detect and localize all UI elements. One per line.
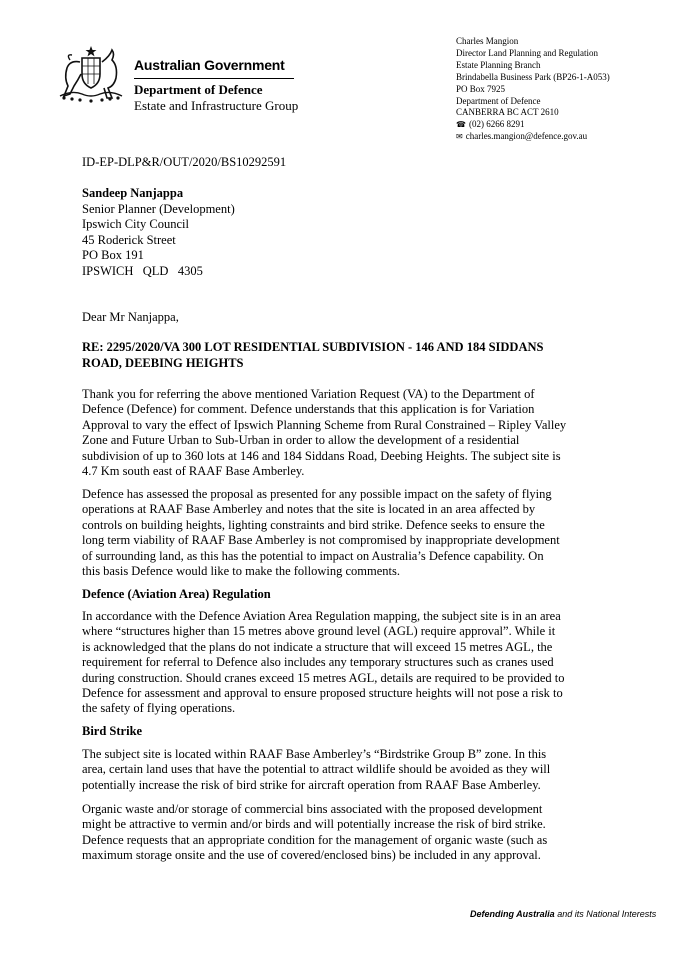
paragraph-line: controls on building heights, lighting constraints and bird strike. Defence seeks to ensure the bbox=[82, 517, 545, 532]
paragraph-line: area, certain land uses that have the potential to attract wildlife should be avoided as they will bbox=[82, 762, 551, 777]
subject-line bbox=[82, 340, 607, 371]
envelope-icon: ✉ bbox=[456, 132, 463, 142]
paragraph-2 bbox=[82, 487, 618, 579]
coat-of-arms-logo bbox=[52, 44, 130, 106]
paragraph-line: potentially increase the risk of bird strike for aircraft operation from RAAF Base Amberley. bbox=[82, 777, 541, 792]
paragraph-line: maximum storage onsite and the use of covered/enclosed bins) be included in any approval. bbox=[82, 848, 541, 863]
sender-phone-line bbox=[456, 119, 610, 131]
sender-building: Brindabella Business Park (BP26-1-A053) bbox=[456, 71, 610, 82]
salutation: Dear Mr Nanjappa, bbox=[82, 310, 179, 324]
paragraph-1 bbox=[82, 387, 618, 479]
subject-line-2: ROAD, DEEBING HEIGHTS bbox=[82, 355, 244, 370]
footer-tagline bbox=[470, 909, 656, 919]
paragraph-line: 4.7 Km south east of RAAF Base Amberley. bbox=[82, 464, 305, 479]
letterhead-divider bbox=[134, 78, 294, 79]
coat-of-arms-icon bbox=[52, 44, 130, 106]
paragraph-line: Defence for assessment and approval to ensure proposed structure heights will not pose a risk to bbox=[82, 686, 563, 701]
sender-name: Charles Mangion bbox=[456, 36, 519, 46]
paragraph-5 bbox=[82, 802, 618, 864]
sender-title: Director Land Planning and Regulation bbox=[456, 47, 598, 58]
footer-rest: and its National Interests bbox=[554, 909, 657, 919]
sender-po-box: PO Box 7925 bbox=[456, 83, 506, 94]
paragraph-line: Defence (Defence) for comment. Defence understands that this application is for Variation bbox=[82, 402, 535, 417]
sender-city: CANBERRA BC ACT 2610 bbox=[456, 107, 559, 118]
paragraph-line: The subject site is located within RAAF Base Amberley’s “Birdstrike Group B” zone. In this bbox=[82, 747, 547, 761]
paragraph-line: Zone and Future Urban to Sub-Urban in order to allow the development of a residential bbox=[82, 433, 520, 448]
paragraph-line: requirement for referral to Defence also includes any temporary structures such as cranes used bbox=[82, 655, 554, 670]
paragraph-3 bbox=[82, 609, 618, 717]
paragraph-line: might be attractive to vermin and/or birds and will potentially increase the risk of bird strike. bbox=[82, 817, 546, 832]
sender-block bbox=[456, 36, 610, 143]
telephone-icon: ☎ bbox=[456, 120, 466, 130]
sender-email[interactable]: charles.mangion@defence.gov.au bbox=[465, 131, 588, 142]
reference-number: ID-EP-DLP&R/OUT/2020/BS10292591 bbox=[82, 155, 287, 169]
paragraph-line: Organic waste and/or storage of commercial bins associated with the proposed development bbox=[82, 802, 543, 816]
paragraph-line: this basis Defence would like to make the following comments. bbox=[82, 564, 400, 579]
paragraph-line: of surrounding land, as this has the potential to impact on Australia’s Defence capability. On bbox=[82, 548, 544, 563]
sender-phone: (02) 6266 8291 bbox=[468, 119, 525, 130]
recipient-city: IPSWICH QLD 4305 bbox=[82, 263, 203, 278]
footer-bold: Defending Australia bbox=[470, 909, 555, 919]
paragraph-4 bbox=[82, 747, 618, 793]
paragraph-line: Defence requests that an appropriate condition for the management of organic waste (such as bbox=[82, 832, 548, 847]
department-name: Department of Defence bbox=[134, 82, 263, 97]
paragraph-line: Thank you for referring the above mentioned Variation Request (VA) to the Department of bbox=[82, 387, 535, 401]
paragraph-line: operations at RAAF Base Amberley and notes that the site is located in an area affected by bbox=[82, 502, 536, 517]
recipient-street: 45 Roderick Street bbox=[82, 232, 176, 247]
paragraph-line: the safety of flying operations. bbox=[82, 701, 236, 716]
sender-department: Department of Defence bbox=[456, 95, 541, 106]
recipient-organisation: Ipswich City Council bbox=[82, 217, 189, 231]
sender-email-line bbox=[456, 131, 610, 143]
paragraph-line: during construction. Should cranes exceed 15 metres AGL, details are required to be provided to bbox=[82, 670, 565, 685]
paragraph-line: Defence has assessed the proposal as presented for any possible impact on the safety of flying bbox=[82, 487, 552, 501]
recipient-po-box: PO Box 191 bbox=[82, 248, 144, 262]
paragraph-line: where “structures higher than 15 metres above ground level (AGL) require approval”. While it bbox=[82, 624, 556, 639]
sender-branch: Estate Planning Branch bbox=[456, 59, 541, 70]
paragraph-line: long term viability of RAAF Base Amberley is not compromised by inappropriate development bbox=[82, 533, 560, 548]
paragraph-line: In accordance with the Defence Aviation Area Regulation mapping, the subject site is in an area bbox=[82, 609, 561, 623]
heading-bird-strike: Bird Strike bbox=[82, 724, 143, 738]
subject-line-1: RE: 2295/2020/VA 300 LOT RESIDENTIAL SUBDIVISION - 146 AND 184 SIDDANS bbox=[82, 340, 544, 354]
paragraph-line: subdivision of up to 360 lots at 146 and 184 Siddans Road, Deebing Heights. The subject site is bbox=[82, 448, 561, 463]
recipient-title: Senior Planner (Development) bbox=[82, 201, 235, 216]
paragraph-line: Approval to vary the effect of Ipswich Planning Scheme from Rural Constrained – Ripley Valley bbox=[82, 417, 567, 432]
heading-aviation-regulation: Defence (Aviation Area) Regulation bbox=[82, 587, 271, 601]
government-title: Australian Government bbox=[134, 57, 285, 73]
paragraph-line: is acknowledged that the plans do not indicate a structure that will exceed 15 metres AGL, the bbox=[82, 639, 553, 654]
group-name: Estate and Infrastructure Group bbox=[134, 98, 299, 113]
recipient-address bbox=[82, 186, 235, 279]
recipient-name: Sandeep Nanjappa bbox=[82, 186, 184, 200]
